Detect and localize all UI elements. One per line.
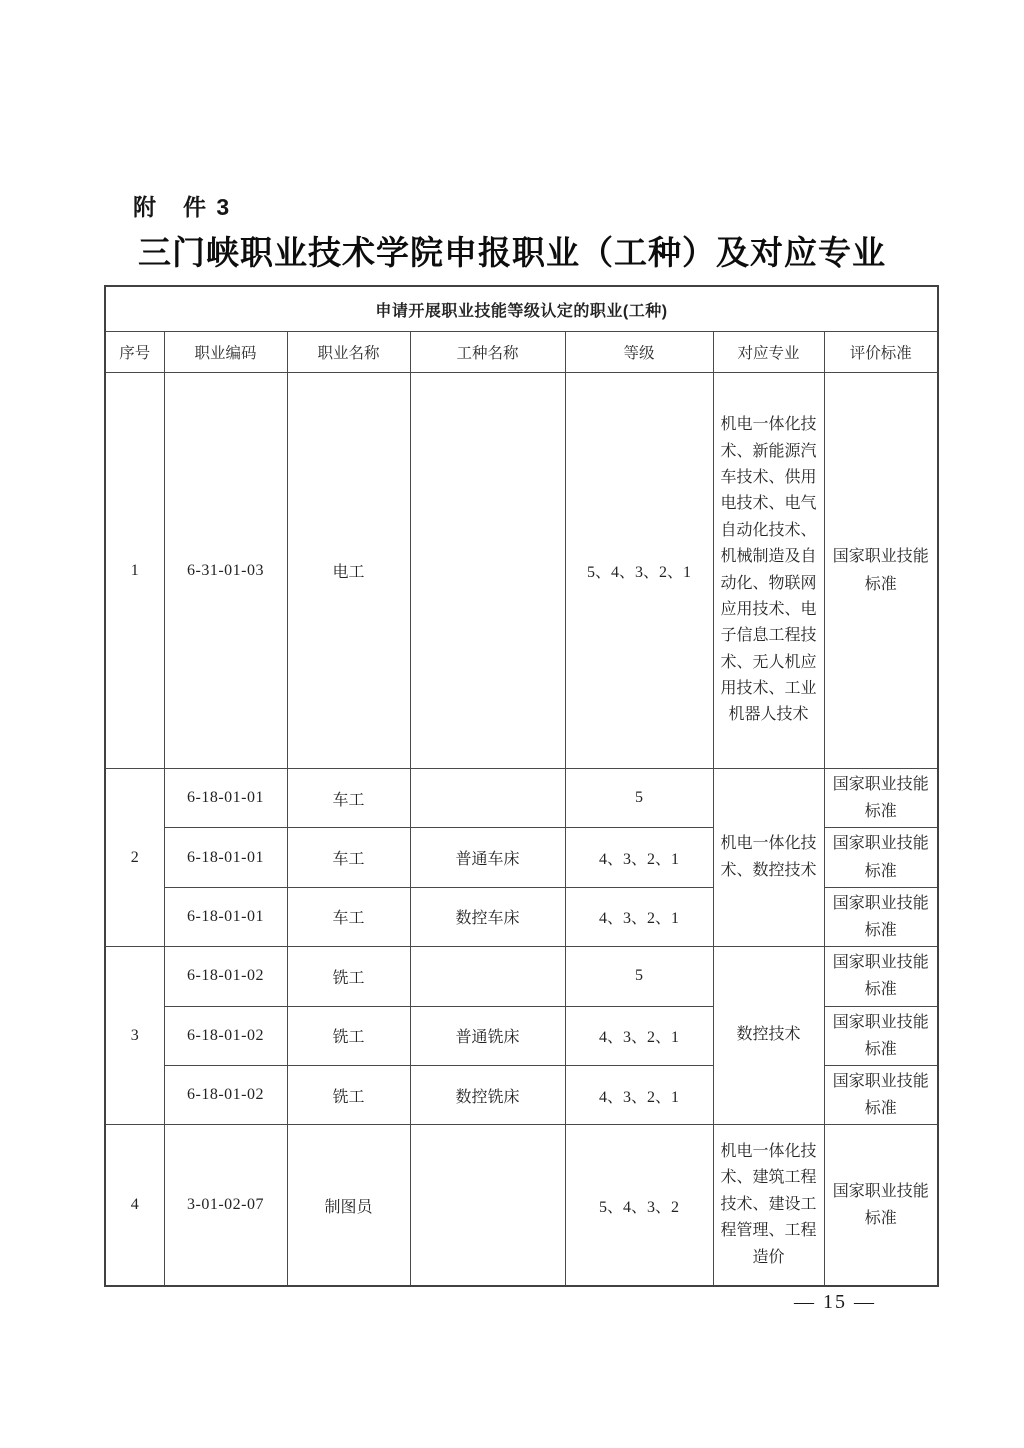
column-header-no: 序号: [105, 332, 164, 373]
cell-job-type: 普通铣床: [410, 1006, 565, 1065]
cell-major: 机电一体化技术、建筑工程技术、建设工程管理、工程造价: [713, 1125, 824, 1286]
cell-code: 6-18-01-01: [164, 828, 287, 887]
cell-levels: 4、3、2、1: [565, 887, 713, 946]
cell-major: 机电一体化技术、数控技术: [713, 769, 824, 947]
cell-code: 6-18-01-02: [164, 1065, 287, 1124]
cell-levels: 5、4、3、2、1: [565, 373, 713, 769]
cell-job-type: [410, 947, 565, 1006]
cell-occupation: 电工: [287, 373, 410, 769]
cell-levels: 5: [565, 769, 713, 828]
table-row: [105, 1125, 938, 1286]
cell-major: 机电一体化技术、新能源汽车技术、供用电技术、电气自动化技术、机械制造及自动化、物联网应用技术、电子信息工程技术、无人机应用技术、工业机器人技术: [713, 373, 824, 769]
cell-job-type: [410, 1125, 565, 1286]
column-header-major: 对应专业: [713, 332, 824, 373]
cell-levels: 5: [565, 947, 713, 1006]
cell-occupation: 铣工: [287, 947, 410, 1006]
occupations-table: [104, 285, 939, 1287]
cell-occupation: 制图员: [287, 1125, 410, 1286]
cell-job-type: [410, 769, 565, 828]
table-row: [105, 947, 938, 1006]
cell-job-type: 数控铣床: [410, 1065, 565, 1124]
column-header-occupation: 职业名称: [287, 332, 410, 373]
cell-levels: 4、3、2、1: [565, 828, 713, 887]
column-header-job-type: 工种名称: [410, 332, 565, 373]
cell-code: 6-18-01-02: [164, 1006, 287, 1065]
cell-occupation: 车工: [287, 769, 410, 828]
cell-index: 3: [105, 947, 164, 1125]
page-number: — 15 —: [794, 1291, 876, 1313]
table-caption-row: [105, 286, 938, 332]
cell-major: 数控技术: [713, 947, 824, 1125]
cell-levels: 5、4、3、2: [565, 1125, 713, 1286]
cell-code: 6-18-01-01: [164, 769, 287, 828]
table-row: [105, 373, 938, 769]
table-header-row: [105, 332, 938, 373]
column-header-level: 等级: [565, 332, 713, 373]
cell-levels: 4、3、2、1: [565, 1006, 713, 1065]
column-header-code: 职业编码: [164, 332, 287, 373]
cell-code: 6-31-01-03: [164, 373, 287, 769]
cell-levels: 4、3、2、1: [565, 1065, 713, 1124]
cell-job-type: 普通车床: [410, 828, 565, 887]
cell-job-type: [410, 373, 565, 769]
cell-occupation: 车工: [287, 887, 410, 946]
cell-occupation: 车工: [287, 828, 410, 887]
table-row: [105, 769, 938, 828]
cell-standard: 国家职业技能标准: [824, 947, 938, 1006]
cell-index: 1: [105, 373, 164, 769]
cell-index: 2: [105, 769, 164, 947]
cell-code: 6-18-01-02: [164, 947, 287, 1006]
cell-index: 4: [105, 1125, 164, 1286]
document-title: 三门峡职业技术学院申报职业（工种）及对应专业: [138, 236, 886, 272]
cell-occupation: 铣工: [287, 1065, 410, 1124]
cell-code: 3-01-02-07: [164, 1125, 287, 1286]
cell-standard: 国家职业技能标准: [824, 1006, 938, 1065]
cell-standard: 国家职业技能标准: [824, 769, 938, 828]
cell-code: 6-18-01-01: [164, 887, 287, 946]
cell-job-type: 数控车床: [410, 887, 565, 946]
cell-standard: 国家职业技能标准: [824, 887, 938, 946]
cell-standard: 国家职业技能标准: [824, 373, 938, 769]
attachment-label: 附 件 3: [133, 194, 232, 220]
table-caption: 申请开展职业技能等级认定的职业(工种): [105, 286, 938, 332]
cell-occupation: 铣工: [287, 1006, 410, 1065]
cell-standard: 国家职业技能标准: [824, 828, 938, 887]
column-header-standard: 评价标准: [824, 332, 938, 373]
cell-standard: 国家职业技能标准: [824, 1125, 938, 1286]
cell-standard: 国家职业技能标准: [824, 1065, 938, 1124]
